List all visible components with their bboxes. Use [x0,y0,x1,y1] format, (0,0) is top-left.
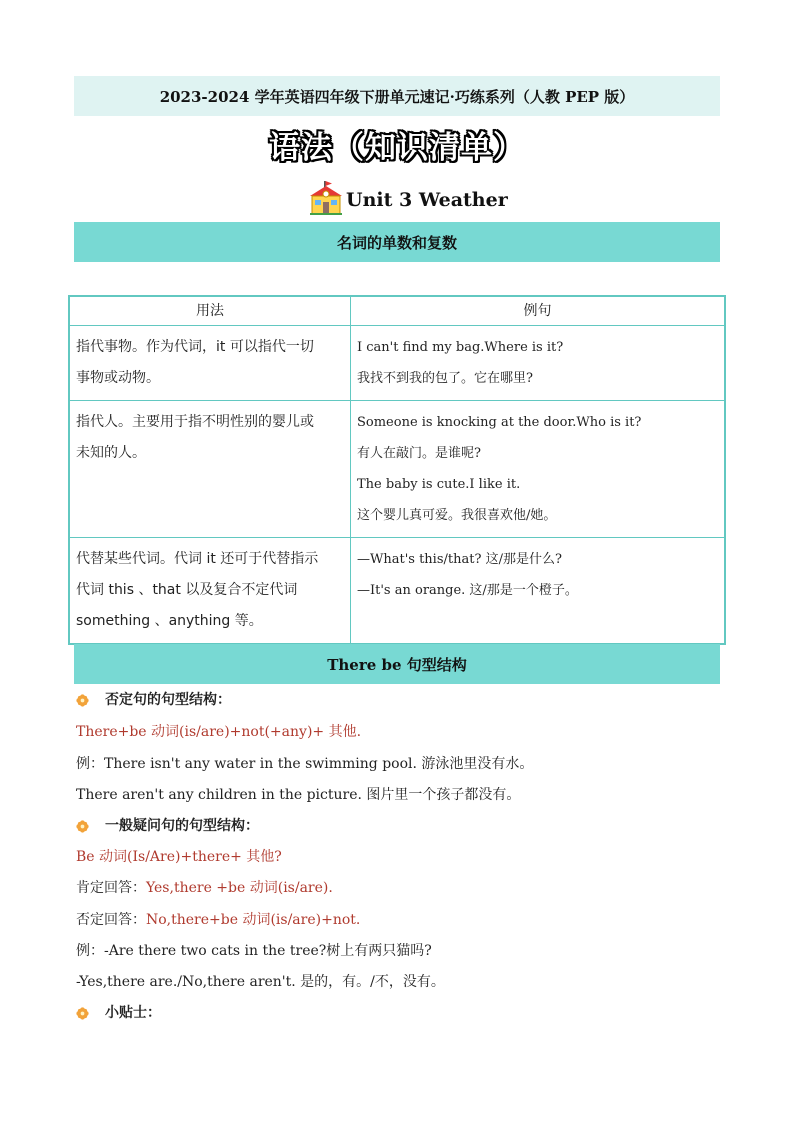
positive-label: 肯定回答： [76,880,146,896]
flower-bullet-icon [76,694,89,707]
column-header-usage: 用法 [69,296,351,326]
example-cell [351,401,726,538]
question-heading [76,816,259,836]
section-title: 名词的单数和复数 [336,233,457,252]
bullet-heading: 一般疑问句的句型结构： [105,818,259,834]
negative-value: No,there+be 动词(is/are)+not. [146,912,361,928]
section-title: There be 句型结构 [327,655,467,674]
example-text: 这个婴儿真可爱。我很喜欢他/她。 [357,508,557,523]
table-header-row [69,296,725,326]
school-house-icon [308,180,344,220]
usage-text: 事物或动物。 [76,370,160,386]
example-cell [351,326,726,401]
question-pattern: Be 动词(Is/Are)+there+ 其他? [76,849,282,865]
example-text: —What's this/that? 这/那是什么? [357,552,562,567]
tips-heading [76,1003,161,1023]
example-text: 有人在敲门。是谁呢? [357,446,481,461]
usage-cell [69,401,351,538]
usage-text: 指代事物。作为代词，it 可以指代一切 [76,339,314,355]
bullet-heading: 小贴士： [105,1005,161,1021]
usage-text: something 、anything 等。 [76,613,263,629]
section-band-there-be [74,644,720,684]
negative-pattern: There+be 动词(is/are)+not(+any)+ 其他. [76,724,362,740]
unit-heading [308,180,508,220]
example-text: I can't find my bag.Where is it? [357,340,564,355]
negative-example-2: There aren't any children in the picture. 图片里一个孩子都没有。 [76,787,521,803]
negative-example-1: 例：There isn't any water in the swimming pool. 游泳池里没有水。 [76,756,534,772]
usage-text: 指代人。主要用于指不明性别的婴儿或 [76,414,314,430]
example-text: 我找不到我的包了。它在哪里? [357,371,533,386]
usage-text: 代替某些代词。代词 it 还可于代替指示 [76,551,319,567]
question-example-2: -Yes,there are./No,there aren't. 是的，有。/不，没有。 [76,974,445,990]
negative-label: 否定回答： [76,912,146,928]
table-row [69,538,725,645]
unit-title: Unit 3 Weather [346,189,508,211]
example-cell [351,538,726,645]
header-title: 2023-2024 学年英语四年级下册单元速记·巧练系列（人教 PEP 版） [159,87,635,106]
negative-answer [76,910,360,930]
positive-value: Yes,there +be 动词(is/are). [146,880,333,896]
usage-cell [69,538,351,645]
header-band [74,76,720,116]
table-row [69,401,725,538]
example-text: Someone is knocking at the door.Who is it? [357,415,642,430]
usage-text: 未知的人。 [76,445,146,461]
section-band-nouns [74,222,720,262]
negative-heading [76,690,231,710]
example-text: —It's an orange. 这/那是一个橙子。 [357,583,578,598]
usage-cell [69,326,351,401]
flower-bullet-icon [76,1007,89,1020]
question-example-1: 例：-Are there two cats in the tree?树上有两只猫吗? [76,943,432,959]
table-row [69,326,725,401]
positive-answer [76,878,333,898]
usage-table [68,295,726,645]
flower-bullet-icon [76,820,89,833]
page-title: 语法（知识清单） [269,130,525,166]
example-text: The baby is cute.I like it. [357,477,521,492]
bullet-heading: 否定句的句型结构： [105,692,231,708]
usage-text: 代词 this 、that 以及复合不定代词 [76,582,298,598]
column-header-example: 例句 [351,296,726,326]
